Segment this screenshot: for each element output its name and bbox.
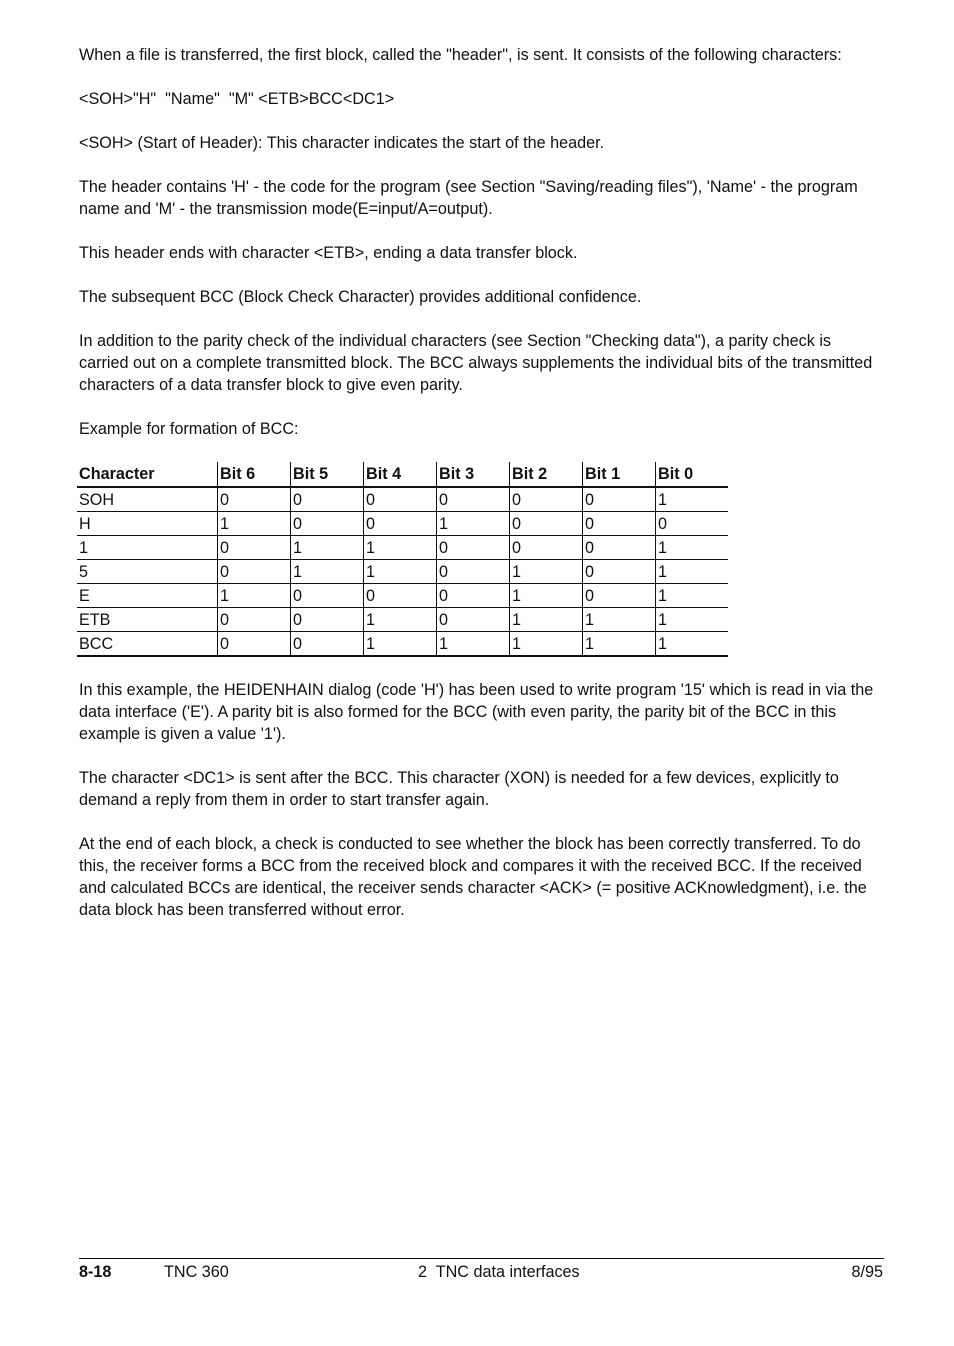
table-cell: 0 bbox=[218, 608, 291, 632]
table-cell: 0 bbox=[583, 560, 656, 584]
table-cell: 0 bbox=[218, 560, 291, 584]
footer-page-number: 8-18 bbox=[79, 1263, 112, 1281]
table-row bbox=[77, 584, 728, 608]
table-cell: 0 bbox=[364, 487, 437, 512]
footer-model: TNC 360 bbox=[164, 1263, 229, 1281]
paragraph-bcc: The subsequent BCC (Block Check Character) provides additional confidence. bbox=[79, 288, 642, 306]
column-header: Bit 0 bbox=[656, 462, 729, 487]
table-cell: BCC bbox=[77, 632, 218, 657]
table-cell: 0 bbox=[291, 512, 364, 536]
table-cell: 1 bbox=[364, 608, 437, 632]
paragraph-header-contents: The header contains 'H' - the code for the program (see Section "Saving/reading files"), 'Name' - the program name and 'M' - the transmission mode(E=input/A=output). bbox=[79, 178, 858, 218]
column-header: Bit 2 bbox=[510, 462, 583, 487]
table-cell: 1 bbox=[583, 632, 656, 657]
document-body bbox=[79, 44, 879, 943]
table-row bbox=[77, 608, 728, 632]
paragraph-example-caption: Example for formation of BCC: bbox=[79, 420, 299, 438]
table-cell: 5 bbox=[77, 560, 218, 584]
paragraph-header-format: <SOH>"H" "Name" "M" <ETB>BCC<DC1> bbox=[79, 90, 395, 108]
table-cell: 1 bbox=[656, 632, 729, 657]
table-cell: 0 bbox=[656, 512, 729, 536]
table-cell: SOH bbox=[77, 487, 218, 512]
column-header: Bit 4 bbox=[364, 462, 437, 487]
table-cell: 1 bbox=[656, 536, 729, 560]
table-row bbox=[77, 536, 728, 560]
table-row bbox=[77, 512, 728, 536]
table-header-row bbox=[77, 462, 728, 487]
table-cell: 1 bbox=[510, 584, 583, 608]
table-cell: 1 bbox=[510, 632, 583, 657]
table-cell: 0 bbox=[364, 584, 437, 608]
table-cell: 1 bbox=[656, 584, 729, 608]
table-cell: H bbox=[77, 512, 218, 536]
paragraph-header-intro: When a file is transferred, the first block, called the "header", is sent. It consists of the following characters: bbox=[79, 46, 842, 64]
table-cell: 0 bbox=[291, 632, 364, 657]
table-cell: 1 bbox=[656, 560, 729, 584]
table-cell: 1 bbox=[291, 536, 364, 560]
paragraph-parity-check: In addition to the parity check of the individual characters (see Section "Checking data"), a parity check is carried out on a complete transmitted block. The BCC always supplements the individual bits of the transmitted characters of a data transfer block to give even parity. bbox=[79, 332, 873, 394]
table-cell: 0 bbox=[510, 512, 583, 536]
table-cell: 0 bbox=[583, 536, 656, 560]
table-cell: 1 bbox=[291, 560, 364, 584]
table-cell: 0 bbox=[437, 560, 510, 584]
column-header: Bit 5 bbox=[291, 462, 364, 487]
table-row bbox=[77, 487, 728, 512]
table-cell: 0 bbox=[437, 584, 510, 608]
table-cell: 1 bbox=[218, 584, 291, 608]
table-cell: 1 bbox=[437, 512, 510, 536]
column-header: Bit 1 bbox=[583, 462, 656, 487]
table-cell: 1 bbox=[218, 512, 291, 536]
paragraph-soh: <SOH> (Start of Header): This character indicates the start of the header. bbox=[79, 134, 605, 152]
table-cell: 1 bbox=[364, 560, 437, 584]
table-cell: 0 bbox=[437, 487, 510, 512]
table-cell: 1 bbox=[656, 487, 729, 512]
paragraph-etb: This header ends with character <ETB>, ending a data transfer block. bbox=[79, 244, 578, 262]
table-row bbox=[77, 560, 728, 584]
footer-divider bbox=[79, 1258, 884, 1259]
table-cell: 0 bbox=[510, 487, 583, 512]
table-cell: 1 bbox=[364, 536, 437, 560]
table-cell: 0 bbox=[291, 584, 364, 608]
table-cell: 1 bbox=[364, 632, 437, 657]
table-cell: 0 bbox=[583, 584, 656, 608]
table-cell: 0 bbox=[583, 512, 656, 536]
table-cell: 1 bbox=[583, 608, 656, 632]
table-cell: 0 bbox=[218, 487, 291, 512]
table-cell: 1 bbox=[510, 560, 583, 584]
paragraph-example-explanation: In this example, the HEIDENHAIN dialog (code 'H') has been used to write program '15' which is read in via the data interface ('E'). A parity bit is also formed for the BCC (with even parity, the parity bit of the BCC in this example is given a value '1'). bbox=[79, 681, 874, 743]
bcc-table bbox=[77, 462, 728, 657]
table-cell: E bbox=[77, 584, 218, 608]
table-cell: ETB bbox=[77, 608, 218, 632]
table-cell: 0 bbox=[291, 487, 364, 512]
column-header: Bit 3 bbox=[437, 462, 510, 487]
footer-date: 8/95 bbox=[851, 1263, 883, 1281]
table-cell: 0 bbox=[437, 608, 510, 632]
table-cell: 1 bbox=[510, 608, 583, 632]
table-cell: 0 bbox=[437, 536, 510, 560]
table-cell: 1 bbox=[437, 632, 510, 657]
table-cell: 1 bbox=[656, 608, 729, 632]
column-header: Bit 6 bbox=[218, 462, 291, 487]
paragraph-block-check: At the end of each block, a check is conducted to see whether the block has been correctly transferred. To do this, the receiver forms a BCC from the received block and compares it with the received BCC. If the received and calculated BCCs are identical, the receiver sends character <ACK> (= positive ACKnowledgment), i.e. the data block has been transferred without error. bbox=[79, 835, 867, 919]
table-cell: 0 bbox=[291, 608, 364, 632]
table-cell: 0 bbox=[510, 536, 583, 560]
table-cell: 0 bbox=[583, 487, 656, 512]
table-cell: 0 bbox=[218, 536, 291, 560]
table-cell: 0 bbox=[364, 512, 437, 536]
table-cell: 0 bbox=[218, 632, 291, 657]
table-row bbox=[77, 632, 728, 657]
table-cell: 1 bbox=[77, 536, 218, 560]
column-header: Character bbox=[77, 462, 218, 487]
paragraph-dc1: The character <DC1> is sent after the BCC. This character (XON) is needed for a few devices, explicitly to demand a reply from them in order to start transfer again. bbox=[79, 769, 839, 809]
footer-chapter: 2 TNC data interfaces bbox=[418, 1263, 580, 1281]
